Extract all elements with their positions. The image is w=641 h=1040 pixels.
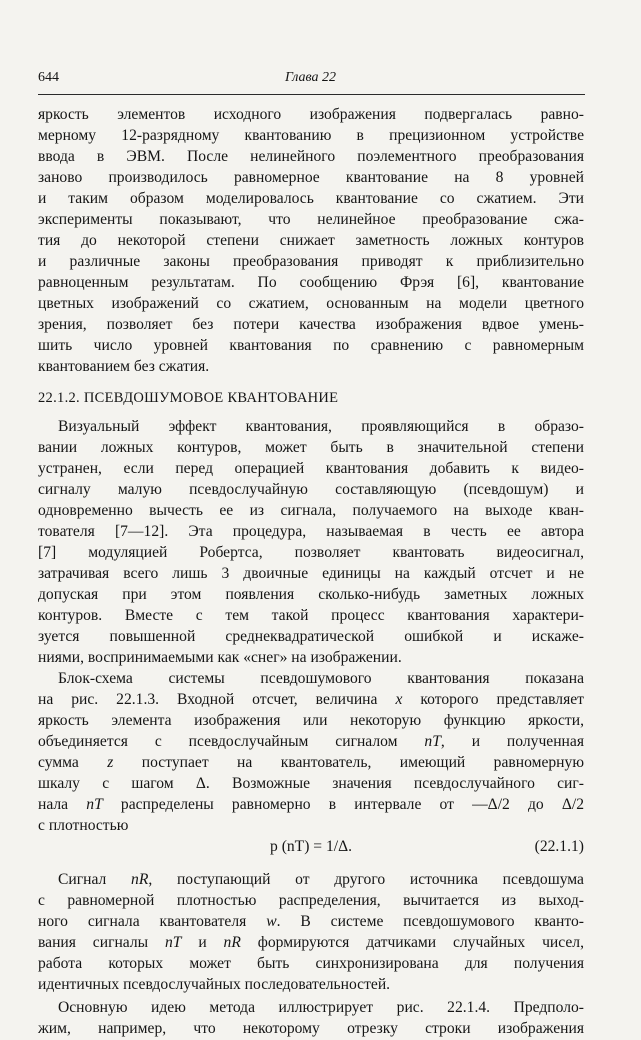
- text-line: ввода в ЭВМ. После нелинейного поэлементного преобразования: [38, 148, 584, 165]
- text-line: жим, например, что некоторому отрезку строки изображения: [38, 1020, 584, 1037]
- text-line: объединяется с псевдослучайным сигналом nT, и полученная: [38, 733, 584, 750]
- text-line: с равномерной плотностью распределения, вычитается из выход-: [38, 892, 584, 909]
- text-line: сигналу малую псевдослучайную составляющую (псевдошум) и: [38, 481, 584, 498]
- variable: x: [395, 691, 403, 708]
- text-line: тия до некоторой степени снижает заметность ложных контуров: [38, 232, 584, 249]
- equation-number: (22.1.1): [534, 838, 584, 855]
- variable: nR: [223, 934, 241, 951]
- text-line: заново производилось равномерное квантование на 8 уровней: [38, 169, 584, 186]
- text-line: мерному 12-разрядному квантованию в прецизионном устройстве: [38, 127, 584, 144]
- chapter-title: Глава 22: [285, 70, 336, 85]
- variable: w: [266, 913, 277, 930]
- section-heading: 22.1.2. ПСЕВДОШУМОВОЕ КВАНТОВАНИЕ: [38, 390, 339, 406]
- text-line: квантованием без сжатия.: [38, 358, 210, 375]
- text-line: и различные законы преобразования приводят к приблизительно: [38, 253, 584, 270]
- text-line: затрачивая всего лишь 3 двоичные единицы на каждый отсчет и не: [38, 565, 584, 582]
- text-line: сумма z поступает на квантователь, имеющий равномерную: [38, 754, 584, 771]
- text-line: и таким образом моделировалось квантование со сжатием. Эти: [38, 190, 584, 207]
- text-line: тователя [7—12]. Эта процедура, называемая в честь ее автора: [38, 523, 584, 540]
- text-line: яркость элемента изображения или некоторую функцию яркости,: [38, 712, 584, 729]
- text-line: вании ложных контуров, может быть в значительной степени: [38, 439, 584, 456]
- variable: nT: [164, 934, 182, 951]
- text-line: с плотностью: [38, 817, 129, 834]
- text-line: шить число уровней квантования по сравнению с равномерным: [38, 337, 584, 354]
- text-line: яркость элементов исходного изображения подвергалась равно-: [38, 106, 584, 123]
- text-line: вания сигналы nT и nR формируются датчиками случайных чисел,: [38, 934, 584, 951]
- header-rule: [38, 94, 585, 95]
- text-line: цветных изображений со сжатием, основанным на модели цветного: [38, 295, 584, 312]
- text-line: эксперименты показывают, что нелинейное преобразование сжа-: [38, 211, 584, 228]
- running-header: [38, 68, 583, 90]
- text-line: Сигнал nR, поступающий от другого источника псевдошума: [58, 871, 584, 888]
- text-line: контуров. Вместе с тем такой процесс квантования характери-: [38, 607, 584, 624]
- variable: z: [107, 754, 114, 771]
- text-line: одновременно вычесть ее из сигнала, получаемого на выходе кван-: [38, 502, 584, 519]
- text-line: идентичных псевдослучайных последовательностей.: [38, 976, 391, 993]
- text-line: шкалу с шагом Δ. Возможные значения псевдослучайного сиг-: [38, 775, 584, 792]
- text-line: устранен, если перед операцией квантования добавить к видео-: [38, 460, 584, 477]
- text-line: [7] модуляцией Робертса, позволяет квантовать видеосигнал,: [38, 544, 584, 561]
- text-line: ного сигнала квантователя w. В системе псевдошумового кванто-: [38, 913, 584, 930]
- page-number: 644: [38, 70, 59, 85]
- text-line: равноценным результатам. По сообщению Фрэя [6], квантование: [38, 274, 584, 291]
- text-line: зрения, позволяет без потери качества изображения вдвое умень-: [38, 316, 584, 333]
- text-line: ниями, воспринимаемыми как «снег» на изображении.: [38, 649, 402, 666]
- text-line: Визуальный эффект квантования, проявляющийся в образо-: [58, 418, 584, 435]
- variable: nR: [131, 871, 149, 888]
- formula: p (nT) = 1/Δ.: [270, 838, 353, 855]
- variable: nT: [424, 733, 441, 750]
- text-line: Блок-схема системы псевдошумового квантования показана: [58, 670, 584, 687]
- text-line: Основную идею метода иллюстрирует рис. 22.1.4. Предполо-: [58, 999, 584, 1016]
- text-line: на рис. 22.1.3. Входной отсчет, величина x которого представляет: [38, 691, 584, 708]
- text-line: зуется повышенной среднеквадратической ошибкой и искаже-: [38, 628, 584, 645]
- text-line: нала nT распределены равномерно в интервале от —Δ/2 до Δ/2: [38, 796, 585, 813]
- text-line: допуская при этом появления сколько-нибудь заметных ложных: [38, 586, 584, 603]
- text-line: работа которых может быть синхронизирована для получения: [38, 955, 584, 972]
- variable: nT: [86, 796, 103, 813]
